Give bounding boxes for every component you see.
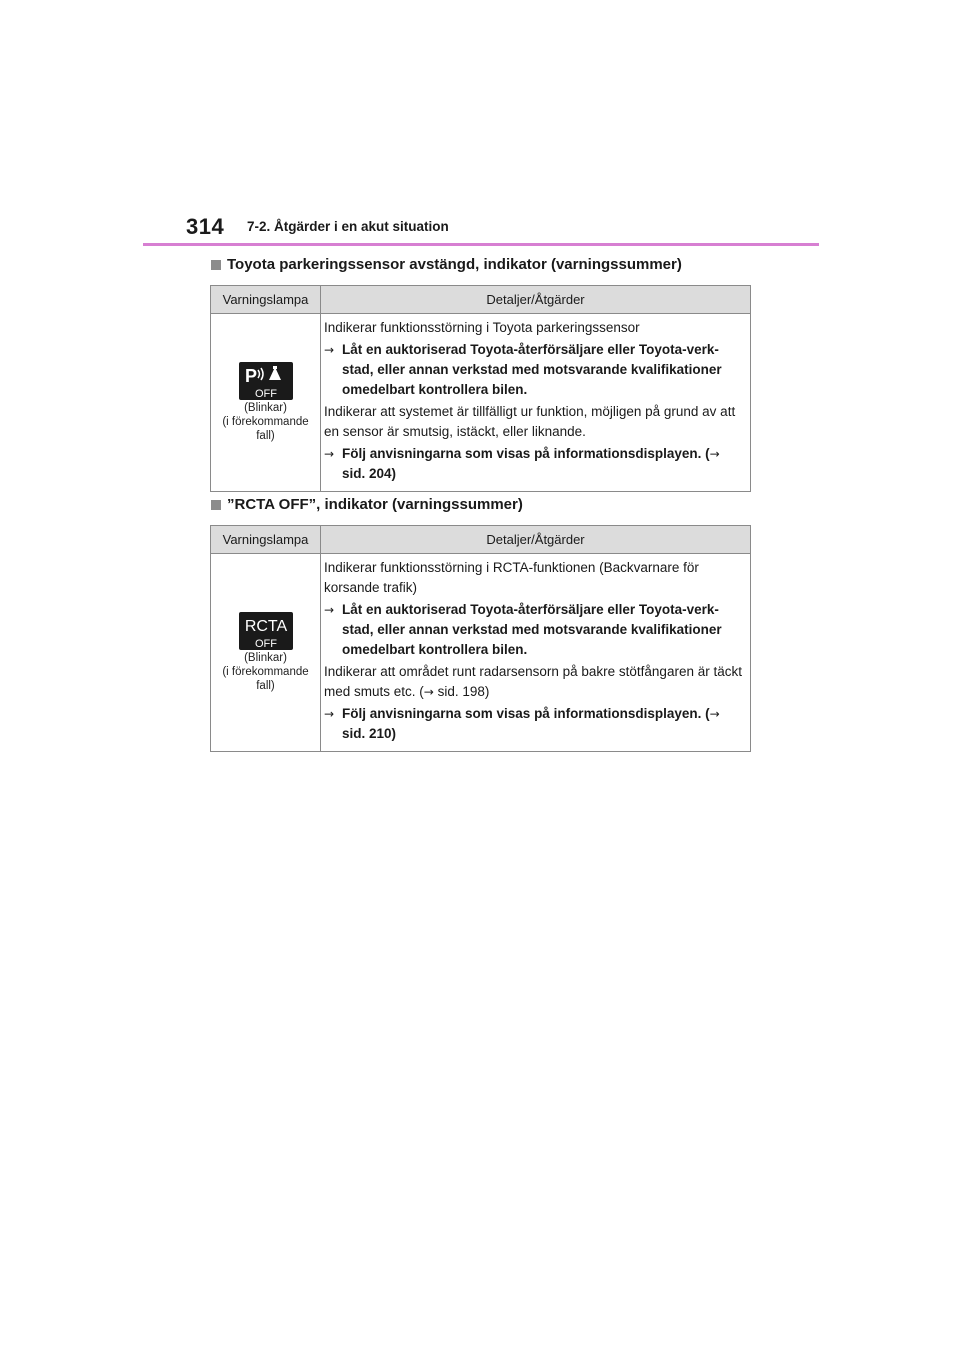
section-heading-rcta [211,496,523,513]
arrow-icon: → [324,603,335,617]
arrow-icon: → [324,447,335,461]
action-text [342,704,746,744]
page-reference-link[interactable]: sid. 198) [437,684,490,699]
lamp-condition: (i förekommande fall) [222,416,309,442]
icon-off-label: OFF [254,638,277,650]
lamp-cell [211,554,321,752]
warning-table-rcta [210,525,751,752]
arrow-icon: → [423,685,434,699]
arrow-icon: → [709,447,720,461]
section-heading-text: ”RCTA OFF”, indikator (varningssummer) [227,496,523,513]
action-text-main: Följ anvisningarna som visas på informationsdisplayen. ( [342,446,710,461]
page-number: 314 [186,214,225,239]
table-header-row [211,526,751,554]
action-item [324,600,746,660]
column-header-lamp: Varningslampa [211,286,321,314]
details-cell [321,554,751,752]
page-reference-link[interactable]: sid. 210) [342,726,397,741]
action-item [324,704,746,744]
icon-off-label: OFF [254,388,277,400]
chapter-title: 7-2. Åtgärder i en akut situation [247,219,449,234]
parking-sensor-off-icon [239,362,293,400]
warning-table-parking-sensor [210,285,751,492]
action-text-main: Följ anvisningarna som visas på informationsdisplayen. ( [342,706,710,721]
section-heading-parking-sensor [211,256,682,273]
details-paragraph: Indikerar funktionsstörning i RCTA-funktionen (Backvarnare för korsande trafik) [324,560,699,595]
details-paragraph [324,662,746,702]
arrow-icon: → [324,343,335,357]
action-text [342,444,746,484]
lamp-condition: (i förekommande fall) [222,666,309,692]
arrow-icon: → [324,707,335,721]
page-reference-link[interactable]: sid. 204) [342,466,397,481]
details-cell [321,314,751,492]
lamp-state: (Blinkar) [244,652,287,664]
column-header-details: Detaljer/Åtgärder [321,526,751,554]
rcta-off-icon [239,612,293,650]
details-paragraph: Indikerar att systemet är tillfälligt ur funktion, möjligen på grund av att en sensor är smutsig, istäckt, eller liknande. [324,404,736,439]
table-row [211,314,751,492]
square-bullet-icon [211,500,221,510]
column-header-lamp: Varningslampa [211,526,321,554]
table-row [211,554,751,752]
section-heading-text: Toyota parkeringssensor avstängd, indikator (varningssummer) [227,256,682,273]
details-paragraph: Indikerar funktionsstörning i Toyota parkeringssensor [324,320,640,335]
action-item [324,444,746,484]
details-paragraph-main: Indikerar att området runt radarsensorn på bakre stötfångaren är täckt med smuts etc. ( [324,664,742,699]
icon-rcta-label: RCTA [244,618,287,635]
table-header-row [211,286,751,314]
svg-text:P: P [244,366,257,386]
action-text: Låt en auktoriserad Toyota-återförsäljare eller Toyota-verk-stad, eller annan verkstad med motsvarande kvalifikationer omedelbart kontrollera bilen. [342,602,722,657]
square-bullet-icon [211,260,221,270]
header-rule [143,243,819,246]
lamp-cell [211,314,321,492]
lamp-state: (Blinkar) [244,402,287,414]
action-item [324,340,746,400]
arrow-icon: → [709,707,720,721]
action-text: Låt en auktoriserad Toyota-återförsäljare eller Toyota-verk-stad, eller annan verkstad med motsvarande kvalifikationer omedelbart kontrollera bilen. [342,342,722,397]
column-header-details: Detaljer/Åtgärder [321,286,751,314]
